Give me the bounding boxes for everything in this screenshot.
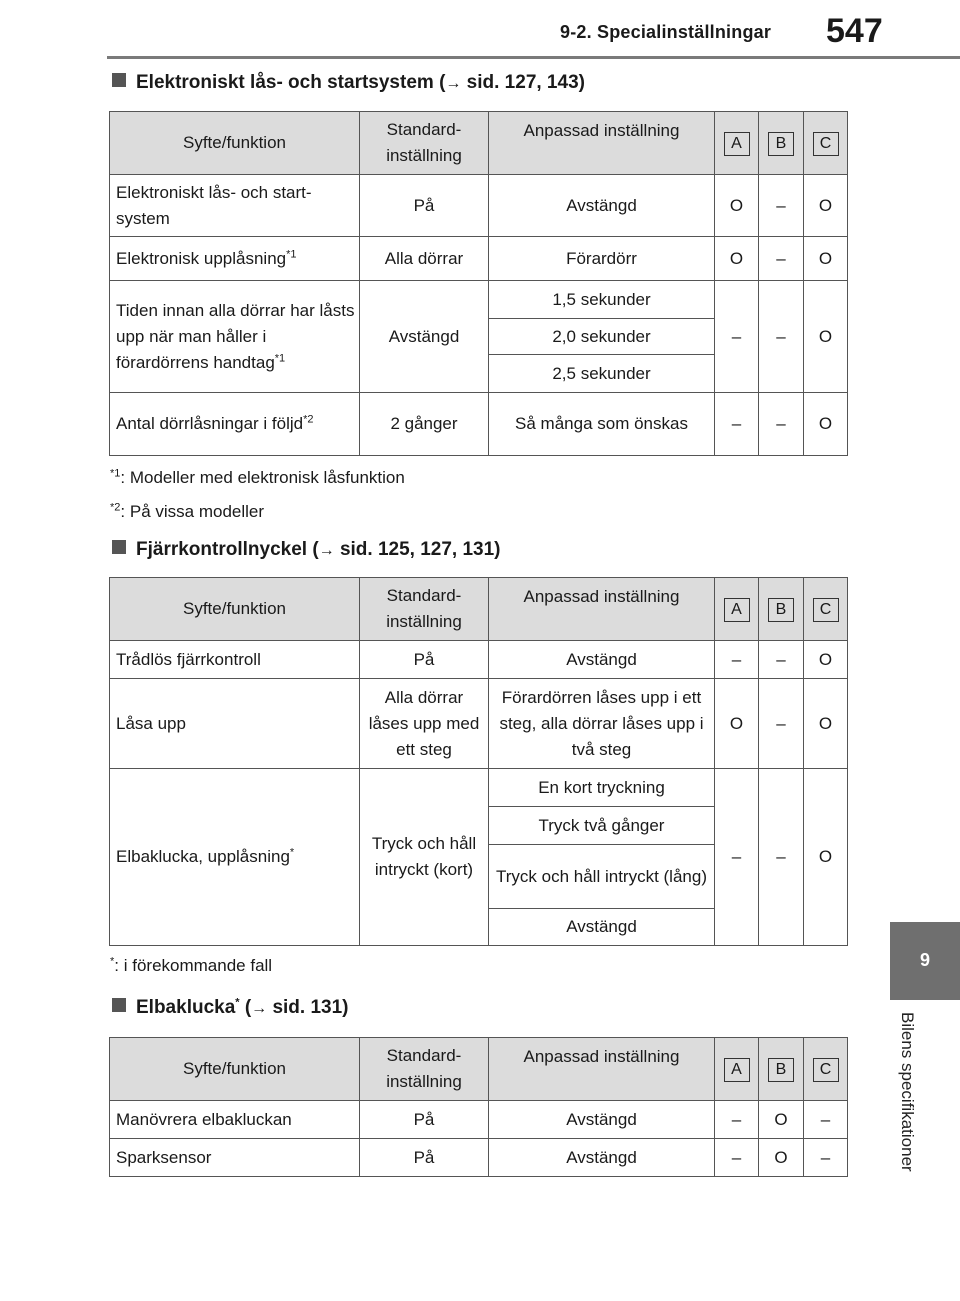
col-header-b: B	[759, 578, 804, 641]
table-row: Trådlös fjärrkontroll På Avstängd – – O	[110, 641, 848, 679]
col-header-custom: Anpassad inställning	[489, 1038, 715, 1101]
table-row: Tiden innan alla dörrar har låsts upp när man håller i förardörrens handtag$^{*1}$ Avstängd 1,5 sekunder – – O	[110, 281, 848, 319]
col-header-a: A	[715, 112, 759, 175]
page-header	[0, 0, 960, 60]
table-row: Tryck och håll intryckt (lång)	[110, 845, 848, 909]
footnote: *: i förekommande fall	[110, 955, 273, 975]
col-header-b: B	[759, 112, 804, 175]
chapter-label: Bilens specifikationer	[898, 1012, 917, 1172]
table-row: Elbaklucka, upplåsning* Tryck och håll intryckt (kort) En kort tryckning – – O	[110, 769, 848, 807]
table-row: Elektroniskt lås- och start-system På Avstängd O – O	[110, 175, 848, 237]
col-header-a: A	[715, 578, 759, 641]
settings-table-power-tailgate	[109, 1037, 848, 1177]
table-row: Avstängd	[110, 909, 848, 946]
chapter-tab	[890, 922, 960, 1000]
col-header-c: C	[804, 1038, 848, 1101]
table-row: 2,0 sekunder	[110, 319, 848, 355]
bullet-square-icon	[112, 73, 126, 87]
table-row: Elektronisk upplåsning$^{*1}$ Alla dörrar Förardörr O – O	[110, 237, 848, 281]
arrow-right-icon: →	[445, 75, 462, 92]
arrow-right-icon: →	[318, 542, 335, 559]
section-title: 9-2. Specialinställningar	[560, 22, 772, 42]
table-row: Sparksensor På Avstängd – O –	[110, 1139, 848, 1177]
header-divider	[107, 56, 960, 59]
settings-table-electronic-lock	[109, 111, 848, 456]
col-header-custom: Anpassad inställning	[489, 578, 715, 641]
col-header-purpose: Syfte/funktion	[110, 578, 360, 641]
footnote: $^{*1}$: Modeller med elektronisk låsfunktion	[110, 467, 405, 487]
page-number: 547	[826, 12, 883, 50]
table-row: Tryck två gånger	[110, 807, 848, 845]
table-row: Antal dörrlåsningar i följd$^{*2}$ 2 gånger Så många som önskas – – O	[110, 393, 848, 456]
col-header-a: A	[715, 1038, 759, 1101]
section-heading-remote-key: Fjärrkontrollnyckel (→ sid. 125, 127, 131)	[112, 539, 501, 561]
col-header-default: Standard- inställning	[360, 1038, 489, 1101]
bullet-square-icon	[112, 540, 126, 554]
chapter-number: 9	[919, 950, 930, 970]
col-header-custom: Anpassad inställning	[489, 112, 715, 175]
col-header-default: Standard- inställning	[360, 112, 489, 175]
table-row: 2,5 sekunder	[110, 355, 848, 393]
col-header-b: B	[759, 1038, 804, 1101]
col-header-purpose: Syfte/funktion	[110, 112, 360, 175]
arrow-right-icon: →	[251, 1000, 268, 1017]
table-row: Manövrera elbakluckan På Avstängd – O –	[110, 1101, 848, 1139]
col-header-purpose: Syfte/funktion	[110, 1038, 360, 1101]
col-header-c: C	[804, 578, 848, 641]
footnote: $^{*2}$: På vissa modeller	[110, 501, 265, 521]
col-header-default: Standard- inställning	[360, 578, 489, 641]
section-heading-power-tailgate: Elbaklucka* (→ sid. 131)	[112, 997, 349, 1019]
bullet-square-icon	[112, 998, 126, 1012]
section-heading-electronic-lock: Elektroniskt lås- och startsystem (→ sid. 127, 143)	[112, 72, 585, 94]
settings-table-remote-key	[109, 577, 848, 946]
table-row: Låsa upp Alla dörrar låses upp med ett steg Förardörren låses upp i ett steg, alla dörrar låses upp i två steg O – O	[110, 679, 848, 769]
col-header-c: C	[804, 112, 848, 175]
